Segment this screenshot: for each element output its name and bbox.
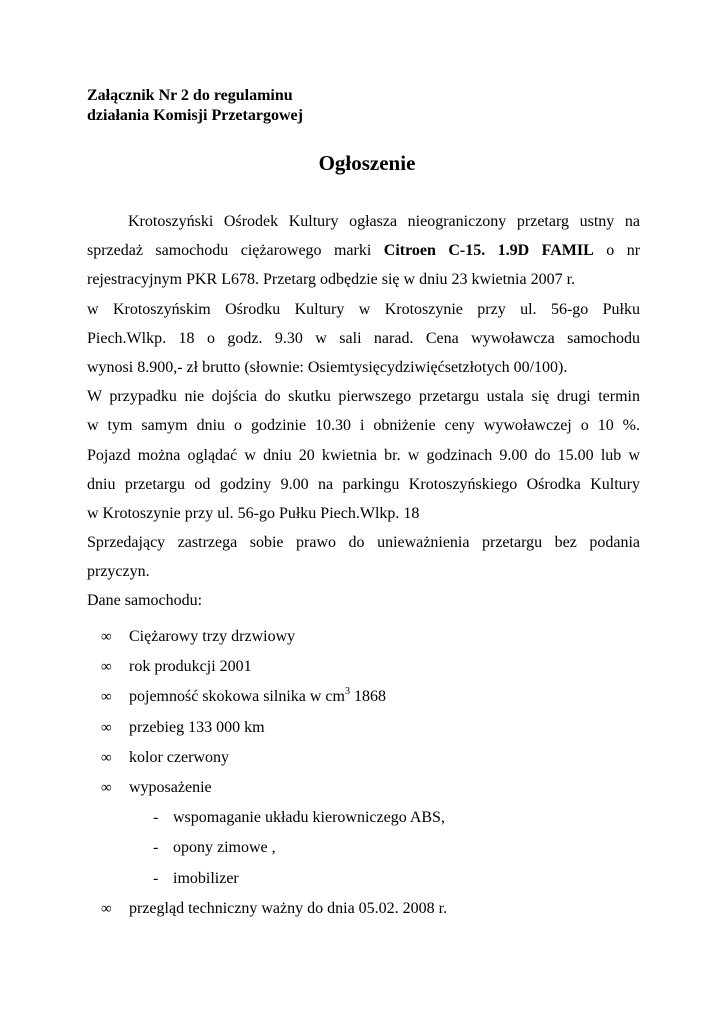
infinity-bullet-icon: ∞ <box>101 900 112 917</box>
paragraph-line: wynosi 8.900,- zł brutto (słownie: Osiemtysięcydziwięćsetzłotych 00/100). <box>87 358 568 376</box>
paragraph-line: w Krotoszyńskim Ośrodku Kultury w Krotoszynie przy ul. 56-go Pułku <box>87 300 640 318</box>
list-item-text: rok produkcji 2001 <box>129 658 252 676</box>
list-item-text: kolor czerwony <box>129 748 229 766</box>
list-item-text: Ciężarowy trzy drzwiowy <box>129 628 296 645</box>
sub-list-item-text: opony zimowe , <box>173 839 276 857</box>
vehicle-model: Citroen C-15. 1.9D FAMIL <box>383 242 594 260</box>
list-item-text <box>129 682 386 712</box>
sub-list-item-text: imobilizer <box>173 869 239 887</box>
paragraph-text: sprzedaż samochodu ciężarowego marki <box>87 242 372 260</box>
list-item <box>101 652 621 682</box>
list-item <box>101 682 621 712</box>
paragraph-line: Sprzedający zastrzega sobie prawo do unieważnienia przetargu bez podania <box>87 534 640 552</box>
infinity-bullet-icon: ∞ <box>101 629 112 645</box>
paragraph-line: W przypadku nie dojścia do skutku pierwszego przetargu ustala się drugi termin <box>87 388 640 406</box>
header-line-1: Załącznik Nr 2 do regulaminu <box>87 87 293 104</box>
infinity-bullet-icon: ∞ <box>101 779 112 796</box>
list-item-text: przegląd techniczny ważny do dnia 05.02. 2008 r. <box>129 899 448 917</box>
dash-bullet-icon: - <box>153 869 159 887</box>
list-item <box>101 622 621 652</box>
paragraph-line: Piech.Wlkp. 18 o godz. 9.30 w sali narad. Cena wywoławcza samochodu <box>87 329 640 347</box>
sub-list-item-text: wspomaganie układu kierowniczego ABS, <box>173 809 445 827</box>
infinity-bullet-icon: ∞ <box>101 659 112 676</box>
engine-capacity-label: pojemność skokowa silnika w cm <box>129 688 345 706</box>
infinity-bullet-icon: ∞ <box>101 689 112 706</box>
dash-bullet-icon: - <box>153 809 159 827</box>
paragraph-line: dniu przetargu od godziny 9.00 na parkingu Krotoszyńskiego Ośrodka Kultury <box>87 475 640 493</box>
infinity-bullet-icon: ∞ <box>101 749 112 766</box>
list-item <box>101 773 621 803</box>
header-line-2: działania Komisji Przetargowej <box>87 107 303 124</box>
paragraph-line: w Krotoszynie przy ul. 56-go Pułku Piech.Wlkp. 18 <box>87 504 420 522</box>
list-item <box>101 713 621 743</box>
dash-bullet-icon: - <box>153 839 159 857</box>
list-item-text: wyposażenie <box>129 778 212 796</box>
paragraph-text: o nr <box>606 242 641 260</box>
document-title: Ogłoszenie <box>318 151 416 175</box>
superscript: 3 <box>344 686 350 698</box>
paragraph-line: rejestracyjnym PKR L678. Przetarg odbędzie się w dniu 23 kwietnia 2007 r. <box>87 271 576 289</box>
sub-list-item <box>101 803 621 833</box>
paragraph-line: Pojazd można oglądać w dniu 20 kwietnia br. w godzinach 9.00 do 15.00 lub w <box>87 446 640 464</box>
vehicle-data-heading: Dane samochodu: <box>87 592 203 610</box>
vehicle-data-list <box>101 622 621 924</box>
attachment-header <box>87 86 303 126</box>
list-item-text: przebieg 133 000 km <box>129 718 265 736</box>
list-item <box>101 743 621 773</box>
engine-capacity-value: 1868 <box>349 688 386 706</box>
paragraph-line: Krotoszyński Ośrodek Kultury ogłasza nieograniczony przetarg ustny na <box>128 213 640 230</box>
sub-list-item <box>101 833 621 863</box>
paragraph-line <box>87 236 640 265</box>
announcement-paragraph <box>87 207 640 616</box>
paragraph-line: w tym samym dniu o godzinie 10.30 i obniżenie ceny wywoławczej o 10 %. <box>87 417 640 435</box>
list-item <box>101 894 621 924</box>
infinity-bullet-icon: ∞ <box>101 719 112 736</box>
sub-list-item <box>101 864 621 894</box>
paragraph-line: przyczyn. <box>87 563 150 581</box>
